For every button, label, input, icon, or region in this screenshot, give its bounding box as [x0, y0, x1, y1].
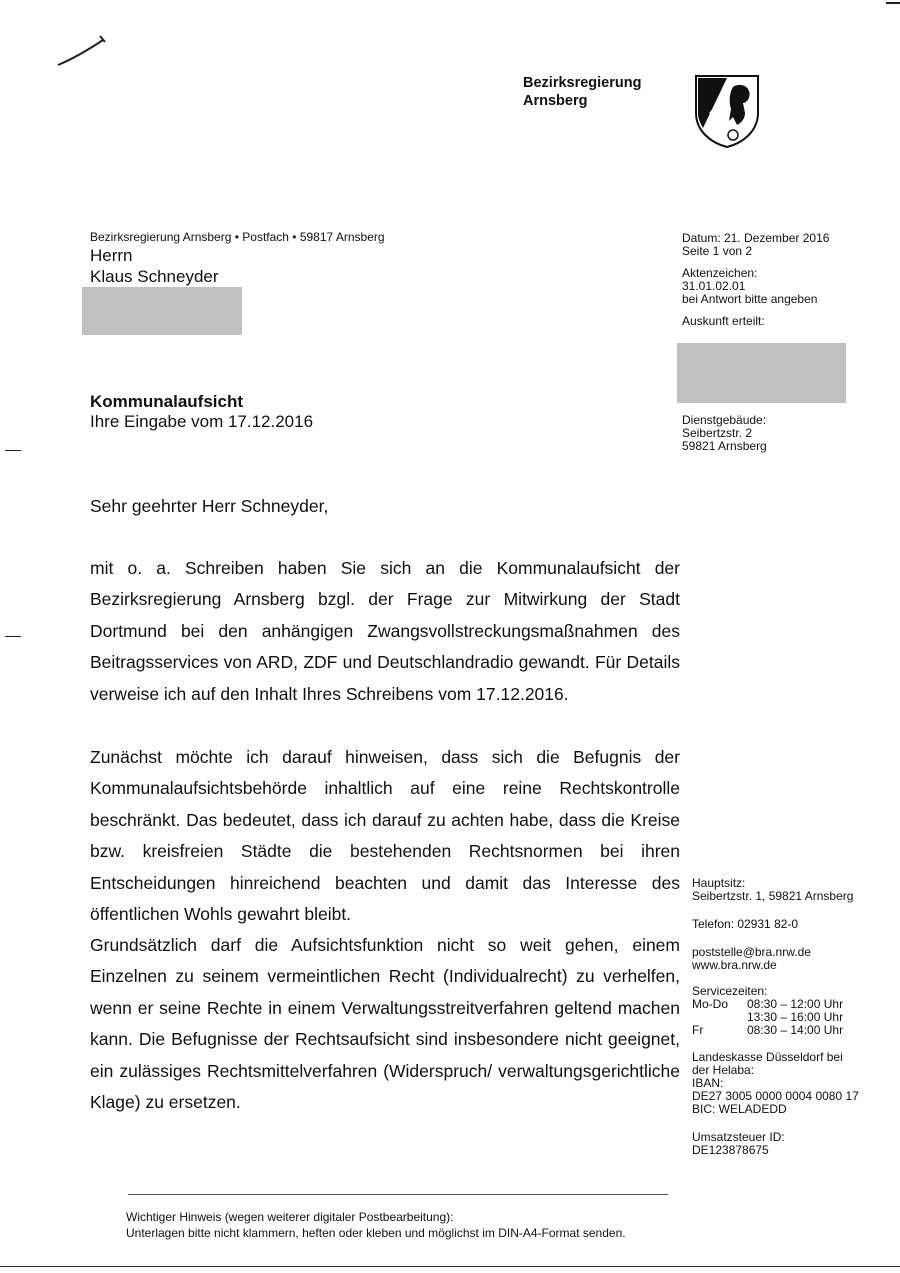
return-address: Bezirksregierung Arnsberg • Postfach • 59817 Arnsberg — [90, 230, 385, 244]
subject-title: Kommunalaufsicht — [90, 392, 244, 411]
authority-line2: Arnsberg — [523, 93, 588, 109]
subject-reference: Ihre Eingabe vom 17.12.2016 — [90, 412, 314, 431]
service-label: Servicezeiten: — [692, 984, 768, 998]
file-ref-value: 31.01.02.01 — [682, 279, 746, 293]
hq-address: Seibertzstr. 1, 59821 Arnsberg — [692, 889, 854, 903]
recipient-block — [90, 245, 219, 287]
email-link: poststelle@bra.nrw.de — [692, 945, 811, 959]
authority-line1: Bezirksregierung — [523, 75, 642, 91]
hq-label: Hauptsitz: — [692, 876, 746, 890]
paragraph-3: Grundsätzlich darf die Aufsichtsfunktion nicht so weit gehen, einem Einzelnen zu seinem vermeintlichen Recht (Individualrecht) zu verhelfen, wenn er seine Rechte in einem Verwaltungsstreitverfahren geltend machen kann. Die Befugnisse der Rechtsaufsicht sind insbesondere nicht geeignet, ein zulässiges Rechtsmittelverfahren (Widerspruch/ verwaltungsgerichtliche Klage) zu ersetzen. — [90, 935, 680, 1113]
vat-value: DE123878675 — [692, 1143, 769, 1157]
file-ref-label: Aktenzeichen: — [682, 266, 758, 280]
bic-value: BIC: WELADEDD — [692, 1102, 787, 1116]
office-street: Seibertzstr. 2 — [682, 426, 753, 440]
bank-line2: der Helaba: — [692, 1063, 755, 1077]
redacted-address — [82, 287, 242, 335]
office-block — [682, 414, 767, 453]
redacted-contact — [677, 343, 846, 403]
coat-of-arms-logo — [693, 73, 761, 149]
office-label: Dienstgebäude: — [682, 413, 767, 427]
file-ref-note: bei Antwort bitte angeben — [682, 292, 818, 306]
service-row: 13:30 – 16:00 Uhr — [747, 1010, 844, 1024]
footer-note-line2: Unterlagen bitte nicht klammern, heften oder kleben und möglichst im DIN-A4-Format senden. — [126, 1226, 626, 1240]
greeting: Sehr geehrter Herr Schneyder, — [90, 496, 329, 516]
footer-note — [126, 1209, 626, 1241]
authority-name — [523, 74, 641, 110]
recipient-name: Klaus Schneyder — [90, 267, 219, 286]
page-number: Seite 1 von 2 — [682, 244, 753, 258]
phone: Telefon: 02931 82-0 — [692, 917, 799, 931]
pen-stroke-mark — [55, 32, 110, 72]
paragraph-2: Zunächst möchte ich darauf hinweisen, dass sich die Befugnis der Kommunalaufsichtsbehörde inhaltlich auf eine reine Rechtskontrolle beschränkt. Das bedeutet, dass ich darauf zu achten habe, dass die Kreise bzw. kreisfreien Städte die bestehenden Rechtsnormen bei ihren Entscheidungen hinreichend beachten und damit das Interesse des öffentlichen Wohls gewahrt bleibt. — [90, 747, 680, 925]
fold-mark-upper — [5, 450, 21, 451]
website-link: www.bra.nrw.de — [692, 958, 777, 972]
subject-block — [90, 392, 313, 432]
sidebar-contact — [692, 877, 859, 1157]
footer-divider — [128, 1194, 668, 1195]
iban-label: IBAN: — [692, 1076, 724, 1090]
bottom-edge-line — [0, 1266, 900, 1267]
letter-date: Datum: 21. Dezember 2016 — [682, 231, 830, 245]
fold-mark-middle — [5, 636, 21, 637]
recipient-salutation: Herrn — [90, 246, 133, 265]
contact-label: Auskunft erteilt: — [682, 314, 765, 328]
service-row: Fr 08:30 – 14:00 Uhr — [692, 1023, 844, 1037]
info-block — [682, 232, 829, 328]
office-city: 59821 Arnsberg — [682, 439, 767, 453]
bank-line1: Landeskasse Düsseldorf bei — [692, 1050, 843, 1064]
corner-mark — [886, 2, 900, 4]
iban-value: DE27 3005 0000 0004 0080 17 — [692, 1089, 859, 1103]
service-row: Mo-Do 08:30 – 12:00 Uhr — [692, 997, 844, 1011]
vat-label: Umsatzsteuer ID: — [692, 1130, 785, 1144]
paragraph-1: mit o. a. Schreiben haben Sie sich an die Kommunalaufsicht der Bezirksregierung Arnsberg bzgl. der Frage zur Mitwirkung der Stadt Dortmund bei den anhängigen Zwangsvollstreckungsmaßnahmen des Beitragsservices von ARD, ZDF und Deutschlandradio gewandt. Für Details verweise ich auf den Inhalt Ihres Schreibens vom 17.12.2016. — [90, 558, 680, 704]
footer-note-line1: Wichtiger Hinweis (wegen weiterer digitaler Postbearbeitung): — [126, 1210, 454, 1224]
